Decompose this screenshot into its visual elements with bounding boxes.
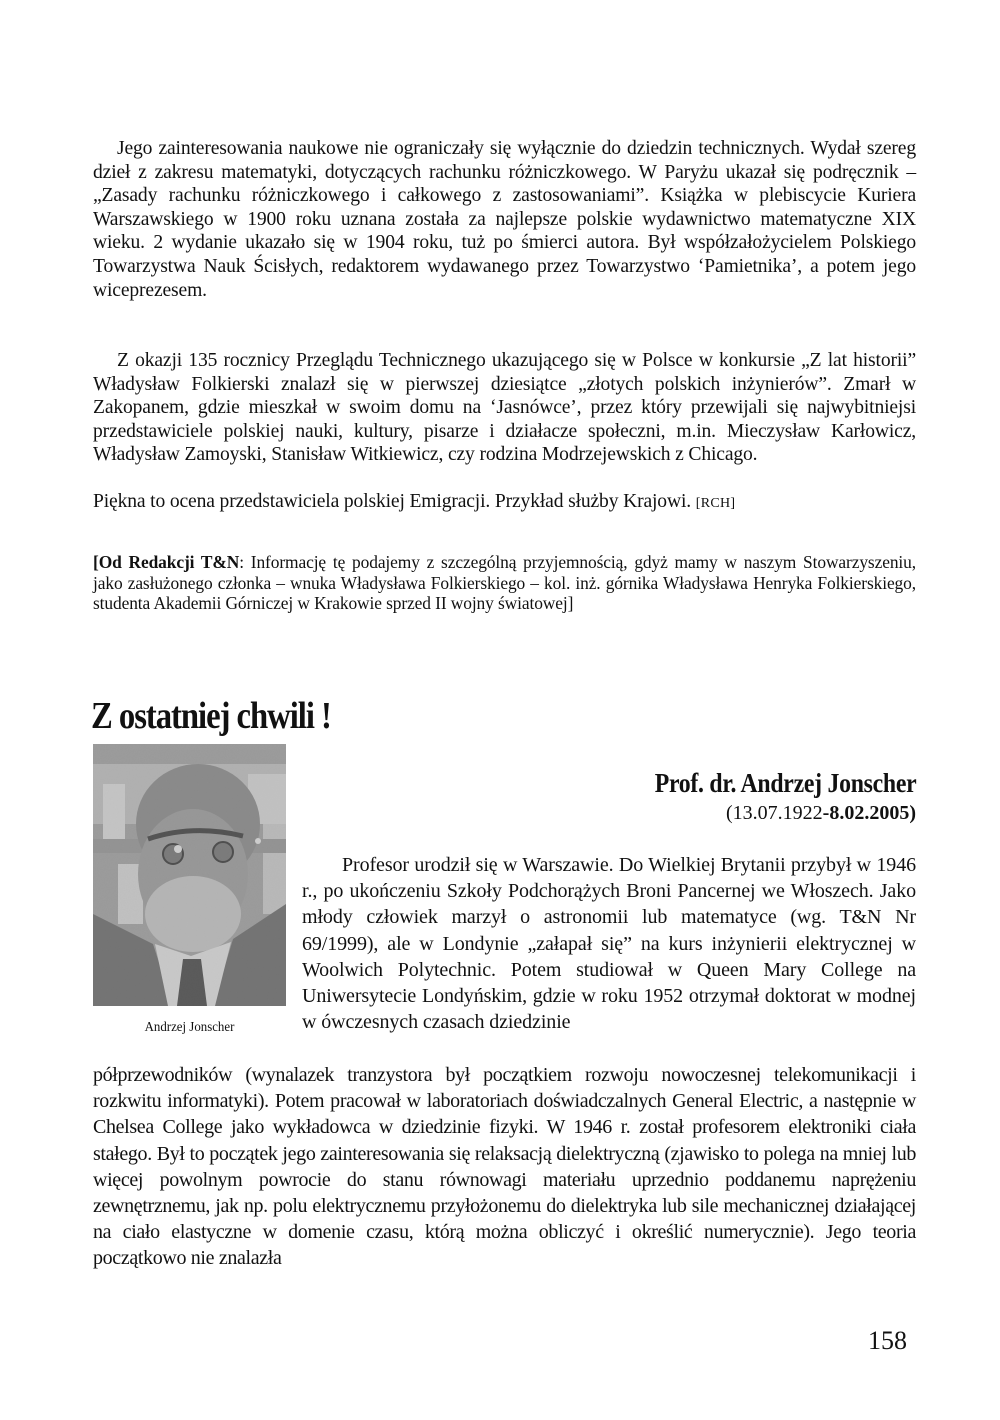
paragraph-text: Jego zainteresowania naukowe nie ograniczały się wyłącznie do dziedzin technicznych. Wydał szereg dzieł z zakresu matematyki, dotyczących rachunku różniczkowego. W Paryżu ukazał się podręcznik – „Zasady rachunku różniczkowego i całkowego z zastosowaniami”. Książka w plebiscycie Kuriera Warszawskiego w 1900 roku uznana została za najlepsze polskie wydawnictwo matematyczne XIX wieku. 2 wydanie ukazało się w 1904 roku, tuż po śmierci autora. Był współzałożycielem Polskiego Towarzystwa Nauk Ścisłych, redaktorem wydawanego przez Towarzystwo ‘Pamietnika’, a potem jego wiceprezesem. <box>93 138 916 301</box>
birth-date: (13.07.1922 <box>726 802 823 824</box>
paragraph-closing-remark <box>93 490 916 516</box>
paragraph-folkierski-legacy <box>93 349 916 467</box>
death-date: -8.02.2005) <box>822 802 916 824</box>
paragraph-line <box>93 490 916 516</box>
portrait-photo <box>93 744 286 1006</box>
editorial-note-label: [Od Redakcji T&N <box>93 552 240 572</box>
obituary-paragraph-beside-photo: Profesor urodził się w Warszawie. Do Wielkiej Brytanii przybył w 1946 r., po ukończeniu Szkoły Podchorążych Broni Pancernej we Włoszech. Jako młody człowiek marzył o astronomii lub matematyce (wg. T&N Nr 69/1999), ale w Londynie „załapał się” na kurs inżynierii elektrycznej w Woolwich Polytechnic. Potem studiował w Queen Mary College na Uniwersytecie Londyńskim, gdzie w roku 1952 otrzymał doktorat w modnej w ówczesnych czasach dziedzinie <box>302 854 916 1034</box>
paragraph-folkierski-works <box>93 137 916 302</box>
section-title: Z ostatniej chwili ! <box>91 695 331 737</box>
closing-remark-text: Piękna to ocena przedstawiciela polskiej Emigracji. Przykład służby Krajowi. <box>93 491 691 512</box>
author-tag: [RCH] <box>695 496 736 511</box>
portrait-image <box>93 744 286 1006</box>
page-number: 158 <box>868 1326 907 1355</box>
editorial-note <box>93 552 916 614</box>
obituary-name: Prof. dr. Andrzej Jonscher <box>654 768 916 798</box>
editorial-note-text: : Informację tę podajemy z szczególną przyjemnością, gdyż mamy w naszym Stowarzyszeniu, jako zasłużonego członka – wnuka Władysława Folkierskiego – kol. inż. górnika Władysława Henryka Folkierskiego, studenta Akademii Górniczej w Krakowie sprzed II wojny światowej] <box>93 552 916 614</box>
obituary-paragraph-continued: półprzewodników (wynalazek tranzystora był początkiem rozwoju nowoczesnej telekomunikacji i rozkwitu informatyki). Potem pracował w laboratoriach doświadczalnych General Electric, a następnie w Chelsea College jako wykładowca w dziedzinie fizyki. W 1946 r. został profesorem elektroniki ciała stałego. Był to początek jego zainteresowania się relaksacją dielektryczną (zjawisko to polega na mniej lub więcej powolnym powrocie do stanu równowagi materiału uprzednio poddanemu naprężeniu zewnętrznemu, jak np. polu elektrycznemu przyłożonemu do dielektryka lub sile mechanicznej działającej na ciało elastyczne w domenie czasu, którą można obliczyć i określić numerycznie). Jego teoria początkowo nie znalazła <box>93 1064 916 1270</box>
obituary-dates <box>726 802 916 825</box>
paragraph-text: Z okazji 135 rocznicy Przeglądu Technicznego ukazującego się w Polsce w konkursie „Z lat historii” Władysław Folkierski znalazł się w pierwszej dziesiątce „złotych polskich inżynierów”. Zmarł w Zakopanem, gdzie mieszkał w swoim domu na ‘Jasnówce’, przez który przewijali się najwybitniejsi przedstawiciele polskiej nauki, kultury, pisarze i działacze społeczni, m.in. Mieczysław Karłowicz, Władysław Zamoyski, Stanisław Witkiewicz, czy rodzina Modrzejewskich z Chicago. <box>93 350 916 466</box>
photo-caption: Andrzej Jonscher <box>144 1020 235 1035</box>
